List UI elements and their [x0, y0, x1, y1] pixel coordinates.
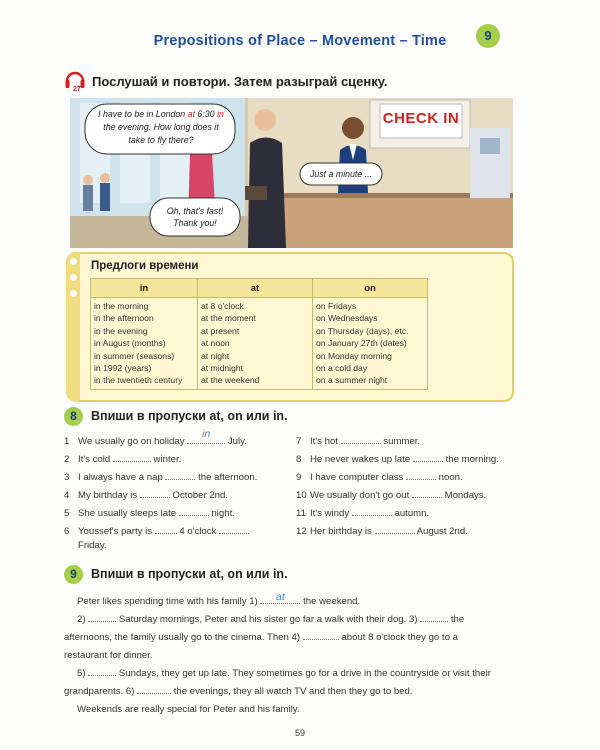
table-cell: in the afternoon: [94, 313, 154, 324]
column-header-on: on: [313, 279, 428, 298]
exercise-8-item-9: 9 I have computer class noon.: [296, 472, 463, 483]
exercise-8-item-12: 12 Her birthday is August 2nd.: [296, 526, 468, 537]
table-cell: at noon: [201, 338, 230, 349]
table-cell: at the weekend: [201, 375, 260, 386]
table-cell: at 8 o'clock: [201, 301, 244, 311]
answer-blank[interactable]: [88, 612, 116, 622]
exercise-8-item-5: 5 She usually sleeps late night.: [64, 508, 235, 519]
column-at: [198, 298, 313, 390]
table-cell: on a summer night: [316, 375, 388, 386]
exercise-8-item-8: 8 He never wakes up late the morning.: [296, 454, 499, 465]
exercise-8-item-7: 7 It's hot summer.: [296, 436, 421, 447]
answer-blank[interactable]: [219, 524, 249, 534]
answer-blank[interactable]: [140, 488, 170, 498]
decor-dot: [70, 290, 77, 297]
column-on: [313, 298, 428, 390]
answer-blank[interactable]: [413, 452, 443, 462]
exercise-8-badge: 8: [64, 407, 83, 426]
table-cell: at the moment: [201, 313, 256, 324]
answer-blank[interactable]: [88, 666, 116, 676]
unit-badge: 9: [476, 24, 500, 48]
speech-bubble-girl: Oh, that's fast! Thank you!: [166, 206, 224, 228]
table-cell: in 1992 (years): [94, 363, 152, 374]
answer-blank[interactable]: [352, 506, 392, 516]
page-title: Prepositions of Place – Movement – Time: [153, 33, 447, 49]
exercise-8-item-11: 11 It's windy autumn.: [296, 508, 430, 519]
grammar-heading: Предлоги времени: [91, 260, 199, 272]
speech-bubble-clerk: Just a minute ...: [309, 169, 373, 179]
table-cell: on Wednesdays: [316, 313, 378, 324]
prepositions-table: [90, 278, 428, 390]
table-cell: on Monday morning: [316, 350, 392, 361]
column-in: [91, 298, 198, 390]
answer-blank[interactable]: [412, 488, 442, 498]
exercise-9-line-7: Weekends are really special for Peter and his family.: [77, 704, 300, 715]
answer-blank[interactable]: [179, 506, 209, 516]
exercise-9-line-5: 5) Sundays, they get up late. They sometimes go for a drive in the countryside or visit their: [77, 668, 491, 679]
exercise-9-line-2: 2) Saturday mornings, Peter and his sister go far a walk with their dog. 3) the: [77, 614, 465, 625]
check-in-sign: CHECK IN: [382, 110, 460, 127]
answer-blank[interactable]: [137, 684, 171, 694]
column-header-at: at: [198, 279, 313, 298]
answer-blank[interactable]: [187, 428, 225, 444]
exercise-8-item-2: 2 It's cold winter.: [64, 454, 182, 465]
exercise-8-instruction: Впиши в пропуски at, on или in.: [91, 409, 288, 423]
exercise-8-item-3: 3 I always have a nap the afternoon.: [64, 472, 258, 483]
handwritten-answer: in: [202, 428, 211, 440]
answer-blank[interactable]: [341, 434, 381, 444]
speech-bubble-woman: I have to be in London at 6:30 in the evening. How long does it take to fly there?: [98, 109, 224, 145]
table-cell: at night: [201, 350, 230, 361]
page-number: 59: [294, 728, 305, 738]
decor-dot: [70, 274, 77, 281]
table-cell: on January 27th (dates): [316, 338, 407, 349]
listen-instruction: Послушай и повтори. Затем разыграй сценку.: [92, 74, 388, 89]
exercise-8-item-6: 6 Youssef's party is 4 o'clock: [64, 524, 249, 538]
exercise-9-line-3: afternoons, the family usually go to the cinema. Then 4) about 8 o'clock they go to a: [64, 632, 458, 643]
table-cell: on a cold day: [316, 363, 368, 374]
table-cell: in August (months): [94, 338, 166, 349]
table-cell: in the twentieth century: [94, 375, 183, 386]
table-cell: on Thursday (days), etc.: [316, 325, 409, 336]
exercise-8-item-1: 1 We usually go on holiday in July.: [64, 428, 247, 447]
table-cell: in the morning: [94, 301, 149, 311]
exercise-9-line-1: Peter likes spending time with his family 1) at the weekend.: [77, 593, 360, 611]
exercise-9-instruction: Впиши в пропуски at, on или in.: [91, 567, 288, 581]
exercise-9-line-6: grandparents. 6) the evenings, they all watch TV and then they go to bed.: [64, 686, 413, 697]
answer-blank[interactable]: [303, 630, 339, 640]
exercise-8-item-4: 4 My birthday is October 2nd.: [64, 490, 228, 501]
answer-blank[interactable]: [165, 470, 195, 480]
exercise-9-badge: 9: [64, 565, 83, 584]
column-header-in: in: [91, 279, 198, 298]
answer-blank[interactable]: [406, 470, 436, 480]
check-in-illustration: [70, 98, 513, 248]
table-cell: at present: [201, 325, 240, 336]
exercise-9-line-4: restaurant for dinner.: [64, 650, 153, 661]
answer-blank[interactable]: [375, 524, 415, 534]
answer-blank[interactable]: [155, 524, 177, 534]
exercise-8-item-10: 10 We usually don't go out Mondays.: [296, 490, 487, 501]
answer-blank[interactable]: [420, 612, 448, 622]
answer-blank[interactable]: [113, 452, 151, 462]
table-cell: at midnight: [201, 363, 244, 374]
table-cell: in summer (seasons): [94, 350, 175, 361]
decor-dot: [70, 258, 77, 265]
table-cell: in the evening: [94, 325, 148, 336]
track-number: 27: [73, 86, 81, 93]
handwritten-answer: at: [276, 591, 285, 603]
exercise-8-item-6-cont: Friday.: [78, 540, 107, 551]
answer-blank[interactable]: [260, 591, 300, 604]
table-cell: on Fridays: [316, 301, 357, 311]
